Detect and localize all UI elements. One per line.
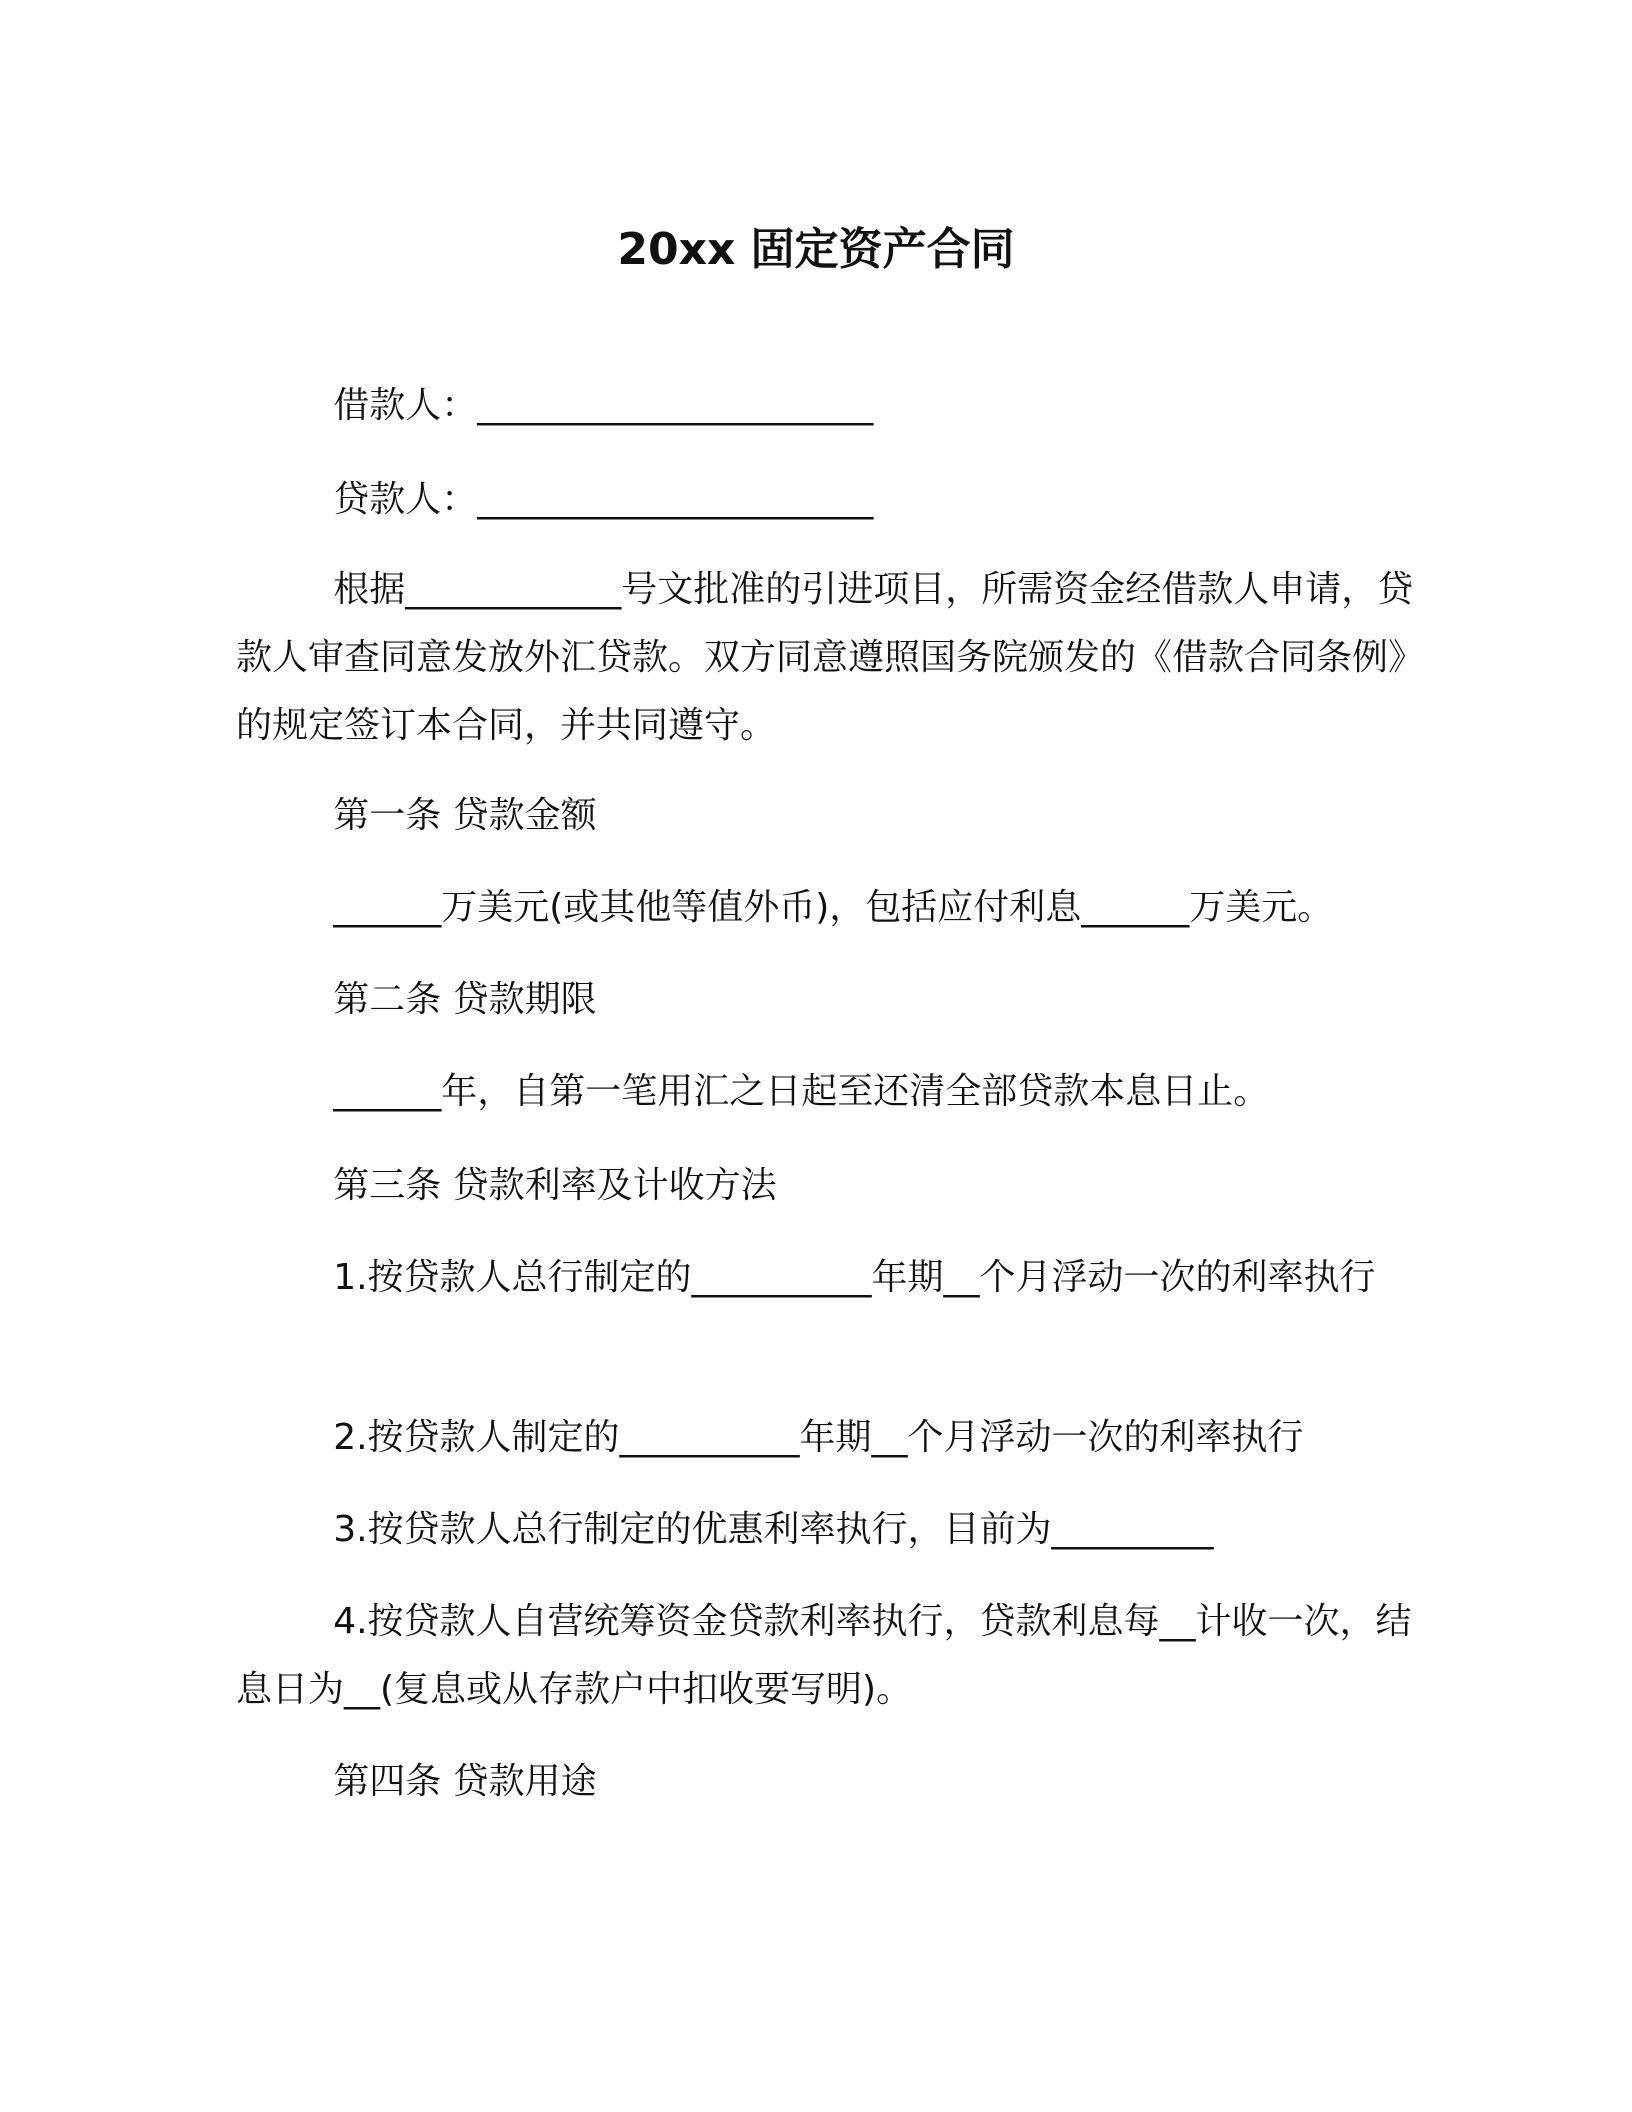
article-3-item-4: 4.按贷款人自营统筹资金贷款利率执行，贷款利息每__计收一次，结息日为__(复息或从存款户中扣收要写明)。	[236, 1601, 1412, 1710]
article-3-item-1: 1.按贷款人总行制定的__________年期__个月浮动一次的利率执行	[333, 1257, 1376, 1298]
article-3-heading: 第三条 贷款利率及计收方法	[333, 1165, 777, 1206]
article-3-item-3: 3.按贷款人总行制定的优惠利率执行，目前为_________	[333, 1509, 1214, 1550]
article-1-body: ______万美元(或其他等值外币)，包括应付利息______万美元。	[333, 887, 1334, 928]
document-title: 20xx 固定资产合同	[617, 224, 1015, 275]
lender-line: 贷款人：______________________	[333, 479, 874, 520]
article-1-heading: 第一条 贷款金额	[333, 795, 597, 836]
article-4-heading: 第四条 贷款用途	[333, 1761, 597, 1802]
preamble-paragraph: 根据____________号文批准的引进项目，所需资金经借款人申请，贷款人审查同意发放外汇贷款。双方同意遵照国务院颁发的《借款合同条例》的规定签订本合同，并共同遵守。	[236, 569, 1414, 746]
borrower-line: 借款人：______________________	[333, 385, 874, 426]
article-3-item-2: 2.按贷款人制定的__________年期__个月浮动一次的利率执行	[333, 1417, 1304, 1458]
article-2-body: ______年，自第一笔用汇之日起至还清全部贷款本息日止。	[333, 1071, 1270, 1112]
article-2-heading: 第二条 贷款期限	[333, 979, 597, 1020]
